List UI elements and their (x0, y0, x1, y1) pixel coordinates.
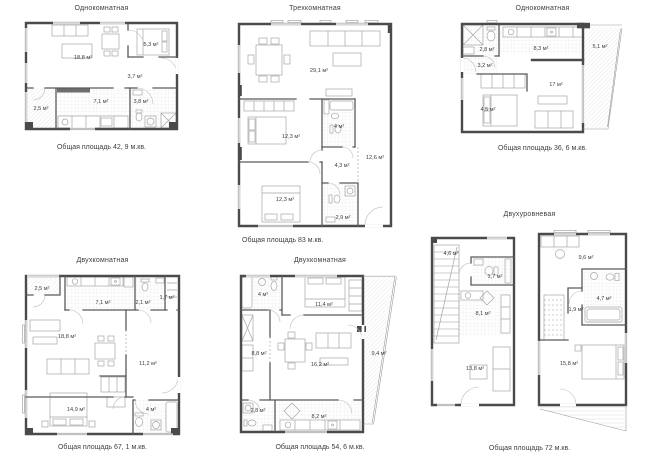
room-label: 2,8 м² (250, 408, 266, 414)
room-label: 3,2 м² (477, 63, 493, 69)
plan6-upper-drawing (538, 233, 628, 435)
room-label: 18,8 м² (57, 334, 77, 340)
room-label: 4 м² (145, 407, 157, 413)
plan1-title: Однокомнатная (74, 5, 129, 12)
room-label: 11,4 м² (315, 302, 333, 308)
room-label: 18,8 м² (73, 55, 93, 61)
room-label: 11,2 м² (139, 361, 157, 367)
room-label: 9,4 м² (371, 351, 387, 357)
room-label: 9,6 м² (578, 255, 594, 261)
plan5-title: Двухкомнатная (293, 257, 347, 264)
room-label: 12,3 м² (275, 197, 295, 203)
room-label: 2,1 м² (135, 300, 151, 306)
room-label: 8,1 м² (475, 311, 491, 317)
plan6-caption: Общая площадь 72 м.кв. (488, 445, 571, 452)
room-label: 2,5 м² (33, 106, 49, 112)
plan4-caption: Общая площадь 67, 1 м.кв. (57, 444, 147, 451)
room-label: 14,9 м² (66, 407, 86, 413)
room-label: 12,3 м² (281, 134, 301, 140)
room-label: 2,8 м² (479, 47, 495, 53)
room-label: 13,8 м² (465, 366, 485, 372)
room-label: 17 м² (549, 82, 563, 88)
plan6-lower-drawing (431, 237, 515, 407)
room-label: 3,7 м² (127, 74, 143, 80)
room-label: 1,9 м² (568, 307, 584, 313)
plan2-caption: Общая площадь 83 м.кв. (242, 237, 324, 244)
plan2-drawing (238, 23, 392, 227)
room-label: 2,5 м² (34, 286, 50, 292)
plan5-drawing (240, 275, 400, 433)
room-label: 4 м² (333, 124, 345, 130)
room-label: 2,9 м² (335, 215, 351, 221)
room-label: 8,8 м² (251, 351, 267, 357)
room-label: 3,8 м² (133, 99, 149, 105)
plan5-caption: Общая площадь 54, 6 м.кв. (275, 444, 365, 451)
plan1-caption: Общая площадь 42, 9 м.кв. (56, 144, 146, 151)
plan1-drawing (25, 22, 178, 130)
room-label: 4,7 м² (596, 296, 612, 302)
room-label: 16,2 м² (310, 362, 330, 368)
room-label: 7,1 м² (93, 99, 109, 105)
room-label: 1,7 м² (487, 274, 503, 280)
room-label: 7,1 м² (95, 300, 111, 306)
room-label: 4,5 м² (480, 107, 496, 113)
room-label: 5,1 м² (592, 44, 608, 50)
room-label: 4,6 м² (443, 251, 459, 257)
room-label: 4 м² (257, 292, 269, 298)
plan6-title: Двухуровневая (503, 211, 556, 218)
plan2-furniture (244, 31, 380, 222)
room-label: 8,3 м² (533, 46, 549, 52)
plan3-caption: Общая площадь 36, 6 м.кв. (497, 145, 587, 152)
room-label: 29,1 м² (309, 68, 329, 74)
room-label: 1,7 м² (159, 295, 175, 301)
room-label: 4,3 м² (334, 163, 350, 169)
room-label: 15,8 м² (559, 361, 579, 367)
plan3-drawing (461, 23, 624, 133)
room-label: 12,6 м² (365, 155, 385, 161)
plan4-drawing (25, 275, 180, 436)
plan4-title: Двухкомнатная (76, 257, 129, 264)
room-label: 8,2 м² (311, 414, 327, 420)
plan2-title: Трехкомнатная (289, 5, 341, 12)
plan3-title: Однокомнатная (515, 5, 570, 12)
room-label: 5,3 м² (143, 42, 159, 48)
